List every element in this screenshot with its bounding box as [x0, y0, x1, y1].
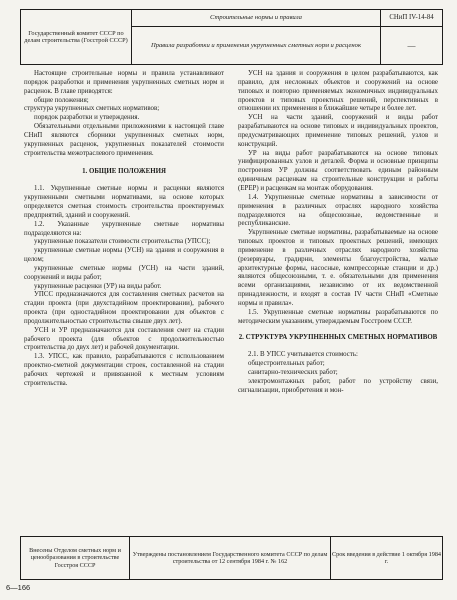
clause-1-5: 1.5. Укрупненные сметные нормативы разрабатываются по методическим указаниям, утверждаемым Госстроем СССР. — [238, 308, 438, 325]
left-column — [24, 70, 224, 389]
header-right — [381, 10, 442, 64]
section-heading: 2. СТРУКТУРА УКРУПНЕННЫХ СМЕТНЫХ НОРМАТИВОВ — [238, 334, 438, 342]
header-table — [20, 9, 443, 65]
paragraph: УСН и УР предназначаются для составления смет на стадии рабочего проекта (для объектов с продолжительностью строительства до двух лет) и рабочей документации. — [24, 326, 224, 352]
paragraph: Обязательными отдельными приложениями к настоящей главе СНиП являются сборники укрупненных сметных норм, укрупненных расценок, укрупненных показателей стоимости строительства межотраслевого применения. — [24, 123, 224, 157]
paragraph: УР на виды работ разрабатываются на основе типовых унифицированных узлов и деталей. Форма и основные принципы построения УР должны соответствовать единым районным единичным расценкам на строительные конструкции и работы (ЕРЕР) и расценкам на монтаж оборудования. — [238, 149, 438, 192]
clause-1-1: 1.1. Укрупненные сметные нормы и расценки являются укрупненными сметными нормативами, на основе которых определяется сметная стоимость строительства проектируемых предприятий, зданий и сооружений. — [24, 185, 224, 219]
paragraph: Укрупненные сметные нормативы, разрабатываемые на основе типовых проектов и типовых проектных решений, имеющих применение в различных отраслях народного хозяйства (резервуары, градирни, элементы благоустройства, малые архитектурные формы, насосные, компрессорные станции и др.) являются общесоюзными, т. е. обязательными для применения всеми организациями, независимо от их ведомственной принадлежности, и входят в состав IV части СНиП «Сметные нормы и правила». — [238, 229, 438, 307]
list-item: укрупненные сметные нормы (УСН) на здания и сооружения в целом; — [24, 247, 224, 264]
paragraph: УСН на части зданий, сооружений и виды работ разрабатываются на основе типовых и индивидуальных проектов, предусматривающих применение типовых решений, узлов и конструкций. — [238, 114, 438, 148]
list-item: структура укрупненных сметных нормативов; — [24, 105, 160, 113]
issuing-organization: Государственный комитет СССР по делам строительства (Госстрой СССР) — [21, 10, 132, 64]
list-item: укрупненные сметные нормы (УСН) на части зданий, сооружений и виды работ; — [24, 264, 224, 281]
replaces-field: — — [407, 41, 416, 50]
list-item: укрупненные расценки (УР) на виды работ. — [34, 282, 162, 290]
list-item: общестроительных работ; — [248, 360, 325, 368]
header-middle — [132, 10, 381, 64]
clause-1-3: 1.3. УПСС, как правило, разрабатываются с использованием проектно-сметной документации строек, составленной на стадии рабочих чертежей и привязанной к местным условиям строительства. — [24, 353, 224, 387]
list-item: порядок разработки и утверждения. — [34, 114, 140, 122]
clause-2-1: 2.1. В УПСС учитывается стоимость: — [248, 351, 358, 359]
right-column — [238, 70, 438, 396]
intro-paragraph: Настоящие строительные нормы и правила устанавливают порядок разработки и применения укрупненных сметных норм и расценок. В главе приводятся: — [24, 70, 224, 95]
section-heading: 1. ОБЩИЕ ПОЛОЖЕНИЯ — [82, 168, 166, 176]
effective-date: Срок введения в действие 1 октября 1984 г. — [331, 550, 442, 565]
document-series: Строительные нормы и правила — [132, 10, 380, 27]
list-item: электромонтажных работ, работ по устройству связи, сигнализации, приобретения и мон- — [238, 377, 438, 394]
clause-1-4: 1.4. Укрупненные сметные нормативы в зависимости от применения в различных отраслях народного хозяйства подразделяются на общесоюзные, ведомственные и республиканские. — [238, 193, 438, 228]
approved-by: Утверждены постановлением Государственного комитета СССР по делам строительства от 12 сентября 1984 г. № 162 — [130, 537, 331, 579]
list-item: санитарно-технических работ; — [248, 369, 338, 376]
page-number: 6—166 — [6, 583, 31, 592]
footer-table — [20, 536, 443, 580]
clause-1-2: 1.2. Указанные укрупненные сметные нормативы подразделяются на: — [24, 220, 224, 237]
introduced-by: Внесены Отделом сметных норм и ценообразования в строительстве Госстроя СССР — [21, 537, 130, 579]
document-code: СНиП IV-14-84 — [381, 10, 442, 27]
paragraph: УПСС предназначаются для составления сметных расчетов на стадии проекта (при двухстадийном проектировании), рабочего проекта (при одностадийном проектировании для объектов с продолжительностью строительства свыше двух лет). — [24, 291, 224, 325]
list-item: общие положения; — [34, 96, 89, 104]
list-item: укрупненные показатели стоимости строительства (УПСС); — [34, 238, 211, 246]
paragraph: УСН на здания и сооружения в целом разрабатываются, как правило, для несложных объектов и сооружений на основе типовых и повторно применяемых экономичных индивидуальных проектов и типовых проектных решений, перспективных в отношении их применения в ближайшие четыре и более лет. — [238, 70, 438, 113]
document-title: Правила разработки и применения укрупненных сметных норм и расценок — [150, 41, 362, 49]
